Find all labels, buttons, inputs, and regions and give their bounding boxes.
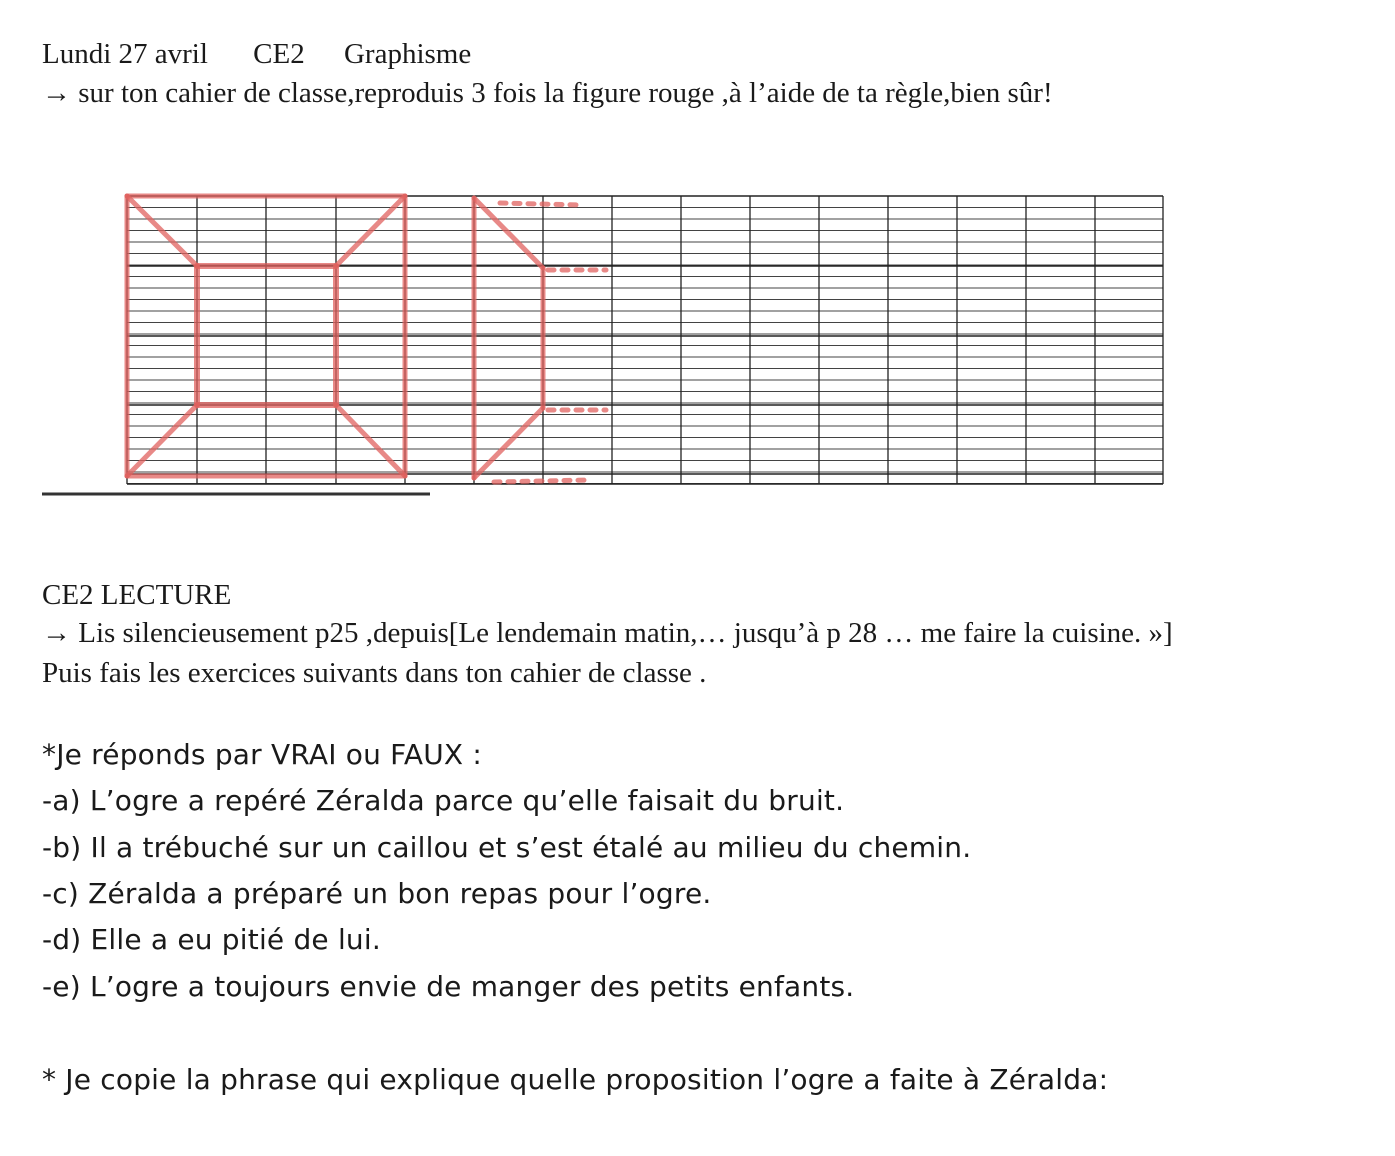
red-figure-stroke: [474, 198, 543, 268]
reading-instruction: → Lis silencieusement p25 ,depuis[Le lendemain matin,… jusqu’à p 28 … me faire la cuisine. »]: [42, 617, 1173, 649]
red-figure-dotted-stroke: [500, 203, 580, 205]
red-figure-dotted-stroke: [494, 480, 590, 482]
red-figure: [127, 196, 606, 482]
header-level: CE2: [253, 38, 305, 70]
graphisme-instruction: → sur ton cahier de classe,reproduis 3 fois la figure rouge ,à l’aide de ta règle,bien sûr!: [42, 77, 1053, 109]
header-subject: Graphisme: [343, 38, 472, 70]
grid-drawing: [0, 0, 1395, 560]
grid-lines: [127, 196, 1163, 484]
red-figure-stroke: [336, 405, 405, 476]
reading-title: CE2 LECTURE: [42, 579, 232, 611]
exercise-title: *Je réponds par VRAI ou FAUX :: [42, 738, 483, 771]
exercise-item: -d) Elle a eu pitié de lui.: [42, 923, 381, 956]
exercise-item: -c) Zéralda a préparé un bon repas pour l’ogre.: [42, 877, 712, 910]
red-figure-stroke: [127, 405, 197, 476]
exercise-item: -b) Il a trébuché sur un caillou et s’est étalé au milieu du chemin.: [42, 831, 972, 864]
red-figure-stroke: [474, 408, 543, 478]
reading-instruction-2: Puis fais les exercices suivants dans ton cahier de classe .: [42, 657, 707, 689]
graphisme-figure: [0, 0, 1395, 560]
exercise-item: -e) L’ogre a toujours envie de manger des petits enfants.: [42, 970, 855, 1003]
red-figure-stroke: [127, 196, 197, 266]
header-date: Lundi 27 avril: [42, 38, 208, 70]
copy-title: * Je copie la phrase qui explique quelle proposition l’ogre a faite à Zéralda:: [42, 1063, 1109, 1096]
exercise-item: -a) L’ogre a repéré Zéralda parce qu’elle faisait du bruit.: [42, 784, 845, 817]
red-figure-stroke: [336, 196, 405, 266]
